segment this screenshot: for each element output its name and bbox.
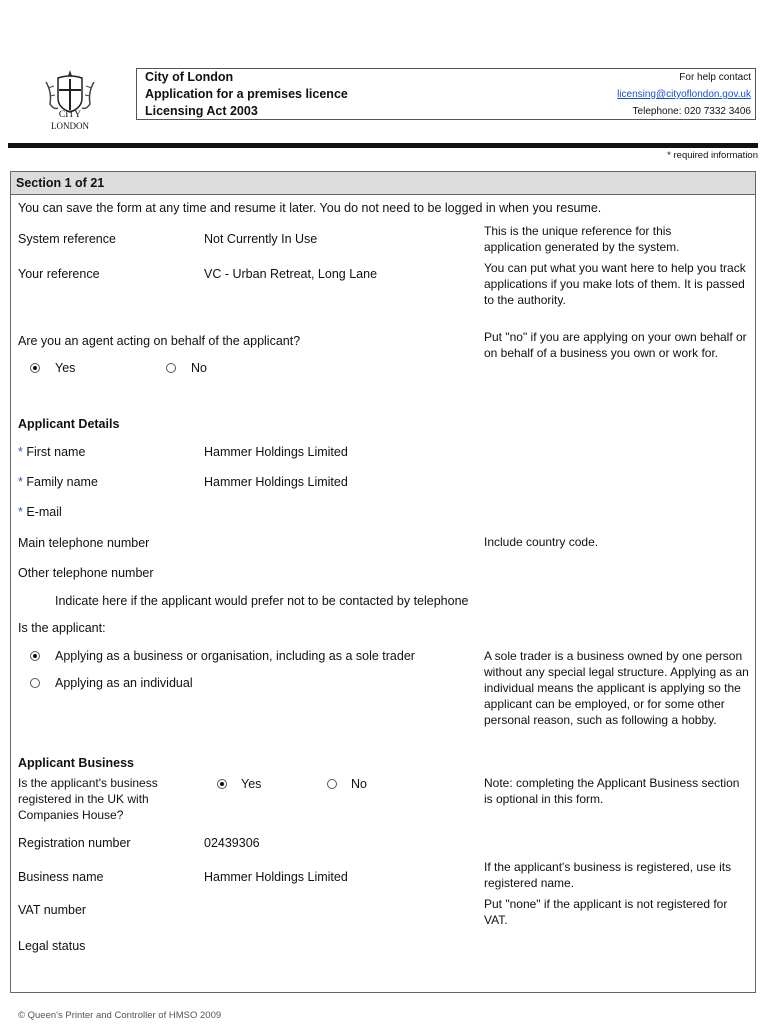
applicant-individual-label: Applying as an individual: [55, 676, 193, 690]
agent-no-label: No: [191, 361, 207, 375]
help-label: For help contact: [679, 72, 751, 83]
other-phone-label: Other telephone number: [18, 566, 154, 580]
first-name-input[interactable]: Hammer Holdings Limited: [204, 445, 348, 459]
system-reference-value: Not Currently In Use: [204, 232, 318, 246]
logo-text-london: LONDON: [51, 121, 89, 131]
registered-yes-label: Yes: [241, 777, 262, 791]
required-marker: *: [18, 475, 23, 489]
first-name-label: * First name: [18, 445, 86, 459]
system-reference-label: System reference: [18, 232, 116, 246]
required-note: * required information: [667, 150, 758, 161]
logo-text-city: CITY: [58, 110, 82, 120]
agent-no-radio[interactable]: [166, 363, 176, 373]
system-reference-help: This is the unique reference for this application generated by the system.: [484, 224, 680, 254]
email-label: * E-mail: [18, 505, 62, 519]
vat-number-help: Put "none" if the applicant is not registered for VAT.: [484, 897, 728, 927]
no-phone-preference-checkbox-label[interactable]: Indicate here if the applicant would prefer not to be contacted by telephone: [55, 594, 469, 608]
your-reference-input[interactable]: VC - Urban Retreat, Long Lane: [204, 267, 378, 281]
footer-copyright: © Queen's Printer and Controller of HMSO 2009: [18, 1010, 222, 1021]
applicant-business-heading: Applicant Business: [18, 756, 134, 770]
business-name-label: Business name: [18, 870, 104, 884]
applicant-details-heading: Applicant Details: [18, 417, 120, 431]
registration-number-input[interactable]: 02439306: [204, 836, 260, 850]
applicant-business-label: Applying as a business or organisation, including as a sole trader: [55, 649, 415, 663]
applicant-is-question: Is the applicant:: [18, 621, 106, 635]
city-of-london-logo: [38, 68, 102, 134]
applicant-individual-radio[interactable]: [30, 678, 40, 688]
form-title: Application for a premises licence: [145, 87, 348, 101]
agent-help: Put "no" if you are applying on your own behalf or on behalf of a business you own or work for.: [484, 330, 747, 360]
your-reference-help: You can put what you want here to help you track applications if you make lots of them. It is passed to the authority.: [484, 261, 746, 307]
main-phone-help: Include country code.: [484, 535, 599, 549]
applicant-business-radio[interactable]: [30, 651, 40, 661]
applicant-type-help: A sole trader is a business owned by one person without any special legal structure. Applying as an individual means the applicant is applying so the applicant can be employed, or for some other personal reason, such as following a hobby.: [484, 649, 749, 727]
your-reference-label: Your reference: [18, 267, 100, 281]
section-bar: [11, 172, 755, 195]
registered-yes-radio[interactable]: [217, 779, 227, 789]
business-name-help: If the applicant's business is registered, use its registered name.: [484, 860, 732, 890]
save-note: You can save the form at any time and resume it later. You do not need to be logged in when you resume.: [18, 201, 602, 215]
family-name-input[interactable]: Hammer Holdings Limited: [204, 475, 348, 489]
vat-number-input[interactable]: [204, 902, 464, 918]
required-marker: *: [18, 445, 23, 459]
header-divider: [8, 143, 758, 148]
registered-help: Note: completing the Applicant Business section is optional in this form.: [484, 776, 740, 806]
required-marker: *: [18, 505, 23, 519]
section-title: Section 1 of 21: [16, 176, 105, 190]
business-name-input[interactable]: Hammer Holdings Limited: [204, 870, 348, 884]
main-phone-label: Main telephone number: [18, 536, 150, 550]
agent-question: Are you an agent acting on behalf of the applicant?: [18, 334, 301, 348]
help-phone: Telephone: 020 7332 3406: [632, 106, 751, 117]
vat-number-label: VAT number: [18, 903, 87, 917]
registered-question: Is the applicant's business registered in the UK with Companies House?: [18, 776, 158, 822]
legal-status-label: Legal status: [18, 939, 86, 953]
org-name: City of London: [145, 70, 234, 84]
registered-no-radio[interactable]: [327, 779, 337, 789]
registered-no-label: No: [351, 777, 367, 791]
help-email-link[interactable]: licensing@cityoflondon.gov.uk: [617, 89, 751, 100]
registration-number-label: Registration number: [18, 836, 131, 850]
legal-status-select[interactable]: [204, 938, 464, 954]
email-input[interactable]: [204, 504, 464, 520]
family-name-label: * Family name: [18, 475, 98, 489]
header-box: [136, 68, 756, 120]
agent-yes-label: Yes: [55, 361, 76, 375]
main-phone-input[interactable]: [204, 535, 464, 551]
act-name: Licensing Act 2003: [145, 104, 258, 118]
other-phone-input[interactable]: [204, 565, 464, 581]
agent-yes-radio[interactable]: [30, 363, 40, 373]
